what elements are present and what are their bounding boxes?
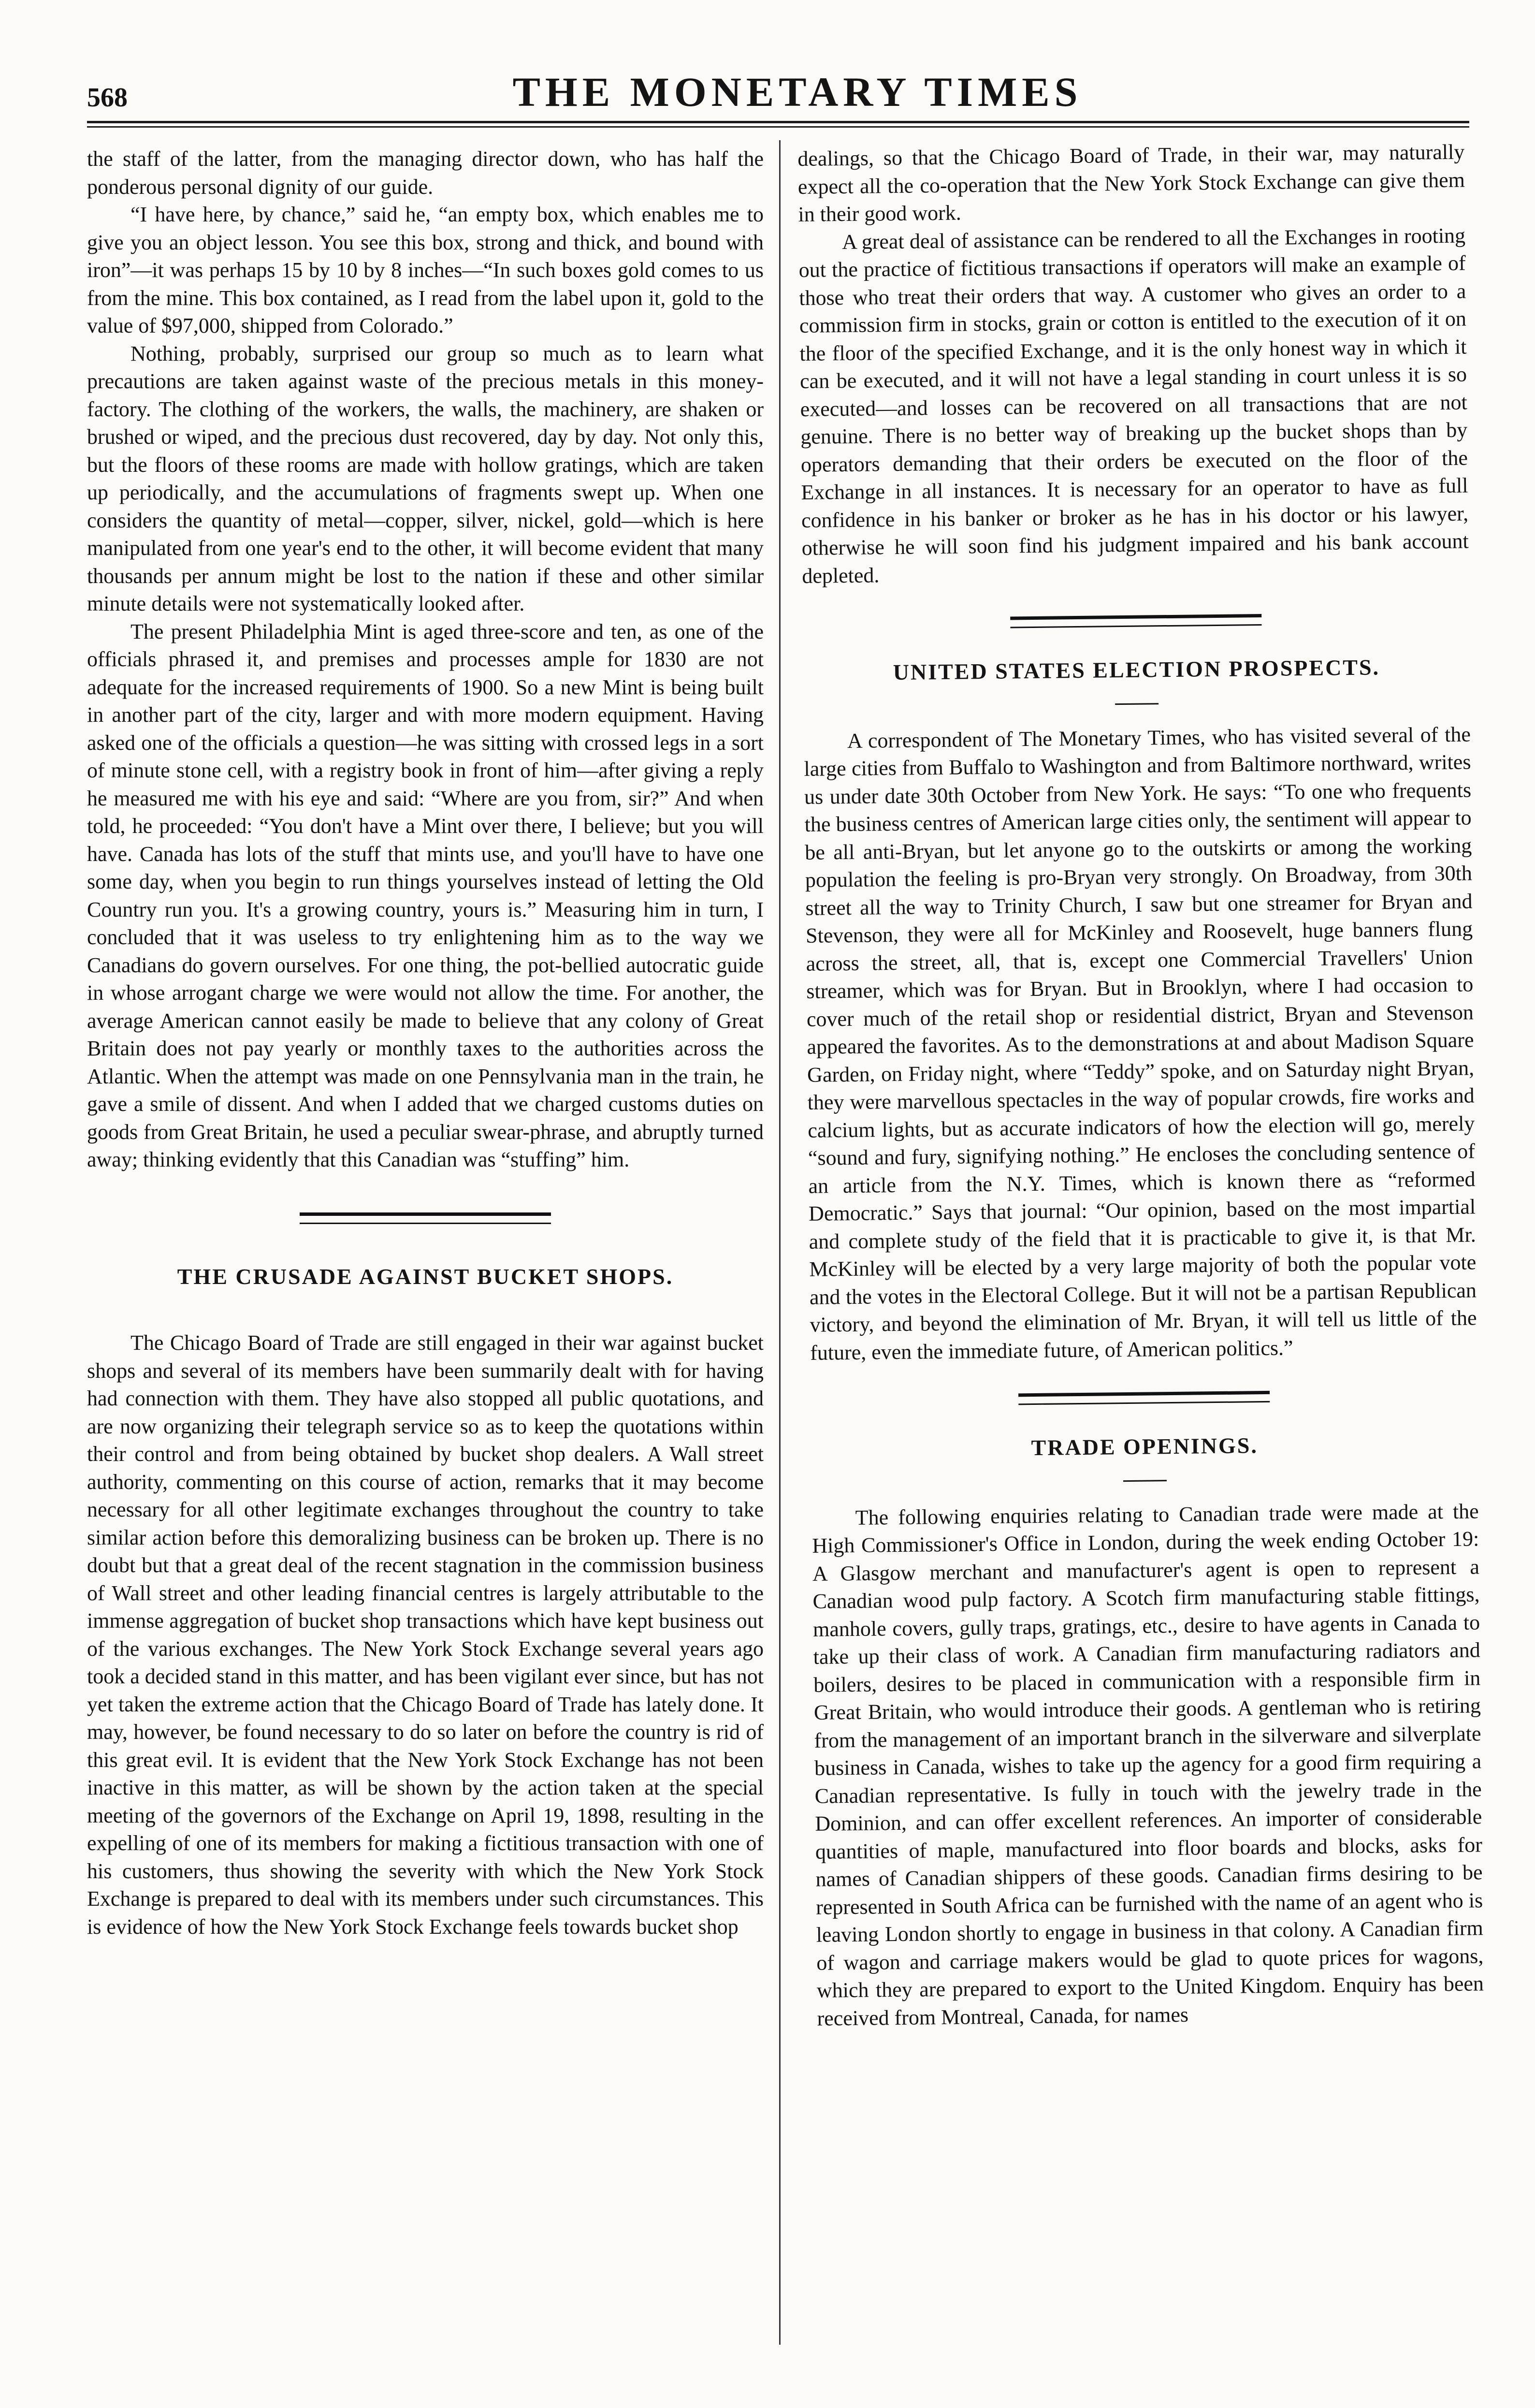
- mint-paragraph: “I have here, by chance,” said he, “an empty box, which enables me to give you an object lesson. You see this box, strong and thick, and bound with iron”—it was perhaps 15 by 10 by 8 inches—“In such boxes gold comes to us from the mine. This box contained, as I read from the label upon it, gold to the value of $97,000, shipped from Colorado.”: [87, 203, 764, 337]
- election-body: A correspondent of The Monetary Times, who has visited several of the large cities from Buffalo to Washington and from Baltimore northward, writes us under date 30th October from New York. He says: “To one who frequents the business centres of American large cities only, the sentiment will appear to be all anti-Bryan, but let anyone go to the outskirts or among the working population the feeling is pro-Bryan very strongly. On Broadway, from 30th street all the way to Trinity Church, I saw but one streamer for Bryan and Stevenson, they were all for McKinley and Roosevelt, huge banners flung across the street, all, that is, except one Commercial Travellers' Union streamer, which was for Bryan. But in Brooklyn, where I had occasion to cover much of the retail shop or residential district, Bryan and Stevenson appeared the favorites. As to the demonstrations at and about Madison Square Garden, on Friday night, where “Teddy” spoke, and on Saturday night Bryan, they were marvellous spectacles in the way of popular crowds, fire works and calcium lights, but as accurate indicators of how the election will go, merely “sound and fury, signifying nothing.” He encloses the concluding sentence of an article from the N.Y. Times, which is known there as “reformed Democratic.” Says that journal: “Our opinion, based on the most impartial and complete study of the field that it is practicable to give it, is that Mr. McKinley will be elected by a very large majority of both the popular vote and the votes in the Electoral College. But it will not be a partisan Republican victory, and beyond the elimination of Mr. Bryan, it will tell us little of the future, even the immediate future, of American politics.”: [804, 722, 1477, 1365]
- publication-title: THE MONETARY TIMES: [512, 69, 1083, 115]
- trade-openings-body: The following enquiries relating to Canadian trade were made at the High Commissioner's Office in London, during the week ending October 19: A Glasgow merchant and manufacturer's agent is open to represent a Canadian wood pulp factory. A Scotch firm manufacturing stable fittings, manhole covers, gully traps, gratings, etc., desire to have agents in Canada to take up their class of work. A Canadian firm manufacturing radiators and boilers, desires to be placed in communication with a responsible firm in Great Britain, who would introduce their goods. A gentleman who is retiring from the management of an important branch in the silverware and silverplate business in Canada, wishes to take up the agency for a good firm requiring a Canadian representative. Is fully in touch with the jewelry trade in the Dominion, and can offer excellent references. An importer of considerable quantities of maple, manufactured into floor boards and blocks, asks for names of Canadian shippers of these goods. Canadian firms desiring to be represented in South Africa can be furnished with the name of an agent who is leaving London shortly to engage in business in that colony. A Canadian firm of wagon and carriage makers would be glad to quote prices for wagons, which they are prepared to export to the United Kingdom. Enquiry has been received from Montreal, Canada, for names: [812, 1499, 1484, 2030]
- column-divider: [779, 140, 781, 2345]
- section-separator-rule: [300, 1212, 551, 1224]
- mint-paragraph: The present Philadelphia Mint is aged three-score and ten, as one of the officials phrased it, and premises and processes ample for 1830 are not adequate for the increased requirements of 1900. So a new Mint is being built in another part of the city, larger and with more modern equipment. Having asked one of the officials a question—he was sitting with crossed legs in a sort of minute stone cell, with a registry book in front of him—after giving a reply he measured me with his eye and said: “Where are you from, sir?” And when told, he proceeded: “You don't have a Mint over there, I believe; but you will have. Canada has lots of the stuff that mints use, and you'll have to have one some day, when you begin to run things yourselves instead of letting the Old Country run you. It's a growing country, yours is.” Measuring him in turn, I concluded that it was useless to try enlightening him as to the way we Canadians do govern ourselves. For one thing, the pot-bellied autocratic guide in whose arrogant charge we were would not allow the time. For another, the average American cannot easily be made to believe that any colony of Great Britain does not pay yearly or monthly taxes to the authorities across the Atlantic. When the attempt was made on one Pennsylvania man in the train, he gave a smile of dissent. And when I added that we charged customs duties on goods from Great Britain, he used a peculiar swear-phrase, and abruptly turned away; thinking evidently that this Canadian was “stuffing” him.: [87, 619, 764, 1171]
- bucket-shops-body: The Chicago Board of Trade are still engaged in their war against bucket shops and several of its members have been summarily dealt with for having had connection with them. They have also stopped all public quotations, and are now organizing their telegraph service so as to keep the quotations within their control and from being obtained by bucket shop dealers. A Wall street authority, commenting on this course of action, remarks that it may become necessary for all other legitimate exchanges throughout the country to take similar action before this demoralizing business can be broken up. There is no doubt but that a great deal of the recent stagnation in the commission business of Wall street and other leading financial centres is largely attributable to the immense aggregation of bucket shop transactions which have kept business out of the various exchanges. The New York Stock Exchange several years ago took a decided stand in this matter, and has been vigilant ever since, but has not yet taken the extreme action that the Chicago Board of Trade has lately done. It may, however, be found necessary to do so later on before the country is rid of this great evil. It is evident that the New York Stock Exchange has not been inactive in this matter, as will be shown by the action taken at the special meeting of the governors of the Exchange on April 19, 1898, resulting in the expelling of one of its members for making a fictitious transaction with one of his customers, thus showing the severity with which the New York Stock Exchange is prepared to deal with its members under such circumstances. This is evidence of how the New York Stock Exchange feels towards bucket shop: [87, 1331, 764, 1939]
- mint-paragraph: the staff of the latter, from the managing director down, who has half the ponderous personal dignity of our guide.: [87, 147, 764, 199]
- bucket-shops-heading: THE CRUSADE AGAINST BUCKET SHOPS.: [177, 1264, 674, 1289]
- mint-paragraph: Nothing, probably, surprised our group so much as to learn what precautions are taken against waste of the precious metals in this money-factory. The clothing of the workers, the walls, the machinery, are shaken or brushed or wiped, and the precious dust recovered, day by day. Not only this, but the floors of these rooms are made with hollow gratings, which are taken up periodically, and the accumulations of fragments swept up. When one considers the quantity of metal—copper, silver, nickel, gold—which is here manipulated from one year's end to the other, it will become evident that many thousands per annum might be lost to the nation if these and other similar minute details were not systematically looked after.: [87, 341, 764, 615]
- right-column: [797, 138, 1484, 2032]
- bucket-shops-continued-paragraph: A great deal of assistance can be rendered to all the Exchanges in rooting out the practice of fictitious transactions if operators will make an example of those who treat their orders that way. A customer who gives an order to a commission firm in stocks, grain or cotton is entitled to the execution of it on the floor of the specified Exchange, and it is the only honest way in which it can be executed, and it will not have a legal standing in court unless it is so executed—and losses can be recovered on all transactions that are not genuine. There is no better way of breaking up the bucket shops than by operators demanding that their orders be executed on the floor of the Exchange in all instances. It is necessary for an operator to have as full confidence in his banker or broker as he has in his doctor or his lawyer, otherwise he will soon find his judgment impaired and his bank account depleted.: [798, 223, 1469, 588]
- trade-openings-heading: TRADE OPENINGS.: [1031, 1433, 1259, 1460]
- page-number: 568: [87, 83, 128, 113]
- bucket-shops-continued-paragraph: dealings, so that the Chicago Board of Trade, in their war, may naturally expect all the co-operation that the New York Stock Exchange can give them in their good work.: [797, 140, 1465, 226]
- election-heading: UNITED STATES ELECTION PROSPECTS.: [893, 655, 1380, 685]
- left-column: [87, 145, 764, 1941]
- header-rule: [87, 121, 1469, 128]
